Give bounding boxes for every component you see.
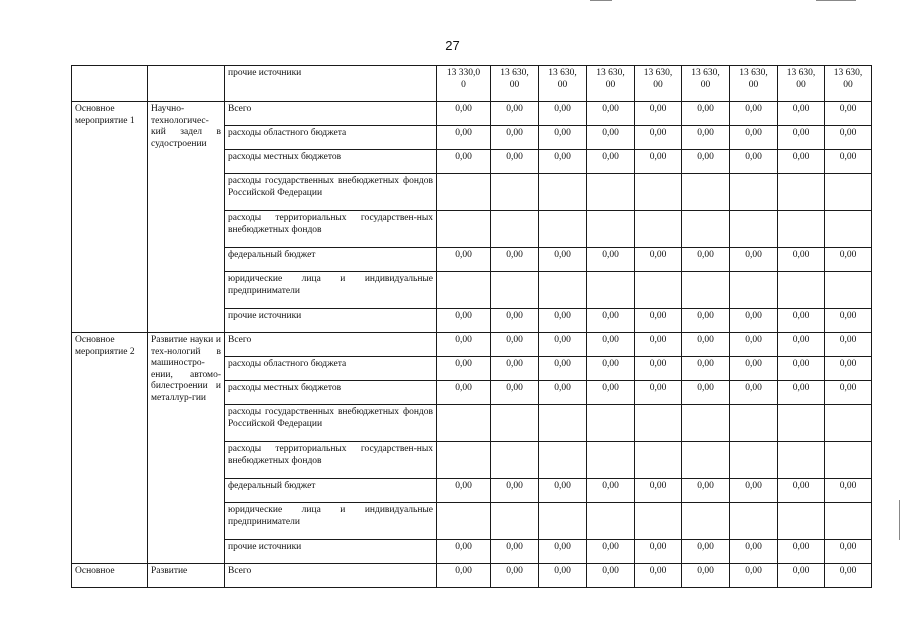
event-name: Основное [72,564,148,588]
value-cell: 0,00 [539,150,587,174]
value-cell: 0,00 [437,309,491,333]
value-cell: 0,00 [491,357,539,381]
value-cell [778,174,825,211]
value-cell: 0,00 [539,102,587,126]
source-label: прочие источники [225,540,437,564]
value-cell [635,405,682,442]
scan-mark [590,0,612,1]
value-cell: 0,00 [825,357,872,381]
value-cell [778,405,825,442]
value-cell: 0,00 [730,357,778,381]
value-cell [825,442,872,479]
value-cell: 0,00 [778,564,825,588]
value-cell [437,174,491,211]
source-label: расходы государственных внебюджетных фондов Российской Федерации [225,174,437,211]
value-cell: 0,00 [635,150,682,174]
value-cell [491,272,539,309]
value-cell [682,272,730,309]
value-cell: 0,00 [682,150,730,174]
source-label: юридические лица и индивидуальные предприниматели [225,503,437,540]
value-cell: 0,00 [635,564,682,588]
value-cell: 0,00 [778,333,825,357]
value-cell: 0,00 [491,333,539,357]
value-cell: 0,00 [587,150,635,174]
value-cell: 0,00 [587,309,635,333]
value-cell: 0,00 [587,126,635,150]
value-cell: 0,00 [635,479,682,503]
value-cell [730,174,778,211]
event-topic: Развитие [148,564,225,588]
value-cell [682,405,730,442]
value-cell: 0,00 [730,381,778,405]
value-cell [437,503,491,540]
value-cell: 0,00 [682,540,730,564]
value-cell: 13 630, 00 [825,66,872,102]
value-cell: 0,00 [635,126,682,150]
value-cell: 0,00 [730,248,778,272]
value-cell [778,442,825,479]
value-cell [587,405,635,442]
value-cell: 0,00 [730,102,778,126]
value-cell [730,272,778,309]
value-cell: 0,00 [825,248,872,272]
value-cell [539,405,587,442]
value-cell: 13 630, 00 [539,66,587,102]
value-cell: 0,00 [437,540,491,564]
value-cell [539,272,587,309]
event-name: Основное мероприятие 2 [72,333,148,564]
table-row [72,66,872,102]
value-cell [778,211,825,248]
value-cell [730,211,778,248]
value-cell: 0,00 [825,540,872,564]
value-cell: 0,00 [491,126,539,150]
value-cell: 0,00 [587,248,635,272]
empty-topic-cell [148,66,225,102]
value-cell: 0,00 [491,102,539,126]
value-cell [437,405,491,442]
value-cell [825,272,872,309]
value-cell [587,174,635,211]
value-cell: 0,00 [491,540,539,564]
source-label: юридические лица и индивидуальные предприниматели [225,272,437,309]
event-topic: Развитие науки и тех-нологий в машиностро-ении, автомо-билестроении и металлур-гии [148,333,225,564]
value-cell: 0,00 [587,333,635,357]
value-cell: 0,00 [437,381,491,405]
value-cell [437,442,491,479]
value-cell: 0,00 [437,150,491,174]
value-cell: 0,00 [635,381,682,405]
empty-event-cell [72,66,148,102]
value-cell: 0,00 [825,333,872,357]
value-cell: 0,00 [491,309,539,333]
value-cell: 13 330,0 0 [437,66,491,102]
value-cell: 0,00 [539,564,587,588]
value-cell [437,272,491,309]
value-cell: 0,00 [778,102,825,126]
event-name: Основное мероприятие 1 [72,102,148,333]
value-cell [587,272,635,309]
source-label: расходы государственных внебюджетных фондов Российской Федерации [225,405,437,442]
value-cell: 0,00 [635,540,682,564]
value-cell [778,503,825,540]
value-cell: 0,00 [682,309,730,333]
value-cell: 0,00 [437,248,491,272]
value-cell [730,405,778,442]
value-cell: 0,00 [539,381,587,405]
source-label: расходы местных бюджетов [225,381,437,405]
source-label: прочие источники [225,309,437,333]
source-label: расходы областного бюджета [225,357,437,381]
source-label: Всего [225,102,437,126]
value-cell [491,174,539,211]
value-cell: 0,00 [491,248,539,272]
source-label: федеральный бюджет [225,248,437,272]
value-cell: 0,00 [539,309,587,333]
value-cell: 0,00 [635,333,682,357]
value-cell: 0,00 [635,248,682,272]
table-row [72,564,872,588]
value-cell [587,442,635,479]
value-cell: 0,00 [587,479,635,503]
value-cell: 0,00 [730,333,778,357]
value-cell: 0,00 [730,309,778,333]
value-cell [682,503,730,540]
value-cell: 13 630, 00 [682,66,730,102]
source-label: расходы местных бюджетов [225,150,437,174]
value-cell: 0,00 [682,381,730,405]
value-cell [825,174,872,211]
value-cell: 0,00 [730,126,778,150]
source-label: федеральный бюджет [225,479,437,503]
value-cell: 0,00 [825,309,872,333]
value-cell: 0,00 [682,357,730,381]
value-cell: 0,00 [437,357,491,381]
value-cell: 13 630, 00 [730,66,778,102]
value-cell: 0,00 [682,479,730,503]
value-cell: 0,00 [491,564,539,588]
source-label: прочие источники [225,66,437,102]
value-cell: 0,00 [778,126,825,150]
value-cell: 0,00 [682,333,730,357]
value-cell: 0,00 [539,357,587,381]
value-cell: 0,00 [682,102,730,126]
value-cell: 0,00 [437,126,491,150]
value-cell [539,211,587,248]
value-cell [539,442,587,479]
value-cell: 0,00 [778,540,825,564]
value-cell: 0,00 [730,150,778,174]
value-cell: 0,00 [437,564,491,588]
value-cell: 0,00 [437,102,491,126]
value-cell: 13 630, 00 [778,66,825,102]
source-label: расходы территориальных государствен-ных внебюджетных фондов [225,442,437,479]
value-cell: 0,00 [539,479,587,503]
value-cell: 0,00 [587,357,635,381]
value-cell [635,442,682,479]
table-row [72,333,872,357]
value-cell: 0,00 [635,309,682,333]
value-cell: 0,00 [539,248,587,272]
value-cell: 0,00 [825,381,872,405]
value-cell: 0,00 [635,102,682,126]
table-row [72,102,872,126]
value-cell: 0,00 [778,381,825,405]
value-cell [539,174,587,211]
value-cell [437,211,491,248]
value-cell [730,503,778,540]
source-label: расходы территориальных государствен-ных внебюджетных фондов [225,211,437,248]
source-label: Всего [225,333,437,357]
value-cell [491,211,539,248]
value-cell: 0,00 [778,150,825,174]
value-cell [635,174,682,211]
value-cell: 13 630, 00 [587,66,635,102]
value-cell [730,442,778,479]
value-cell: 0,00 [587,381,635,405]
value-cell [587,211,635,248]
value-cell: 0,00 [682,126,730,150]
value-cell [491,442,539,479]
value-cell: 13 630, 00 [635,66,682,102]
value-cell [825,211,872,248]
scan-mark [899,500,900,540]
value-cell: 0,00 [825,126,872,150]
value-cell: 0,00 [778,248,825,272]
value-cell [682,442,730,479]
source-label: расходы областного бюджета [225,126,437,150]
value-cell [682,211,730,248]
value-cell [587,503,635,540]
event-topic: Научно-технологичес-кий задел в судостроении [148,102,225,333]
value-cell: 0,00 [587,540,635,564]
value-cell: 0,00 [682,248,730,272]
value-cell: 0,00 [825,102,872,126]
value-cell: 0,00 [491,150,539,174]
value-cell: 13 630, 00 [491,66,539,102]
value-cell [682,174,730,211]
value-cell [491,405,539,442]
value-cell: 0,00 [825,479,872,503]
value-cell: 0,00 [778,357,825,381]
value-cell: 0,00 [491,479,539,503]
value-cell: 0,00 [825,564,872,588]
value-cell: 0,00 [437,479,491,503]
value-cell: 0,00 [730,540,778,564]
value-cell [778,272,825,309]
value-cell: 0,00 [587,564,635,588]
value-cell: 0,00 [730,564,778,588]
value-cell: 0,00 [635,357,682,381]
value-cell: 0,00 [539,333,587,357]
value-cell: 0,00 [730,479,778,503]
budget-table [71,65,872,588]
value-cell: 0,00 [491,381,539,405]
source-label: Всего [225,564,437,588]
value-cell [635,272,682,309]
value-cell [825,503,872,540]
page-number: 27 [445,38,460,53]
value-cell [825,405,872,442]
value-cell: 0,00 [682,564,730,588]
value-cell: 0,00 [778,309,825,333]
value-cell [635,211,682,248]
value-cell: 0,00 [539,126,587,150]
value-cell [635,503,682,540]
value-cell: 0,00 [539,540,587,564]
value-cell [539,503,587,540]
value-cell: 0,00 [825,150,872,174]
value-cell [491,503,539,540]
value-cell: 0,00 [437,333,491,357]
scan-mark [816,0,856,1]
value-cell: 0,00 [778,479,825,503]
value-cell: 0,00 [587,102,635,126]
